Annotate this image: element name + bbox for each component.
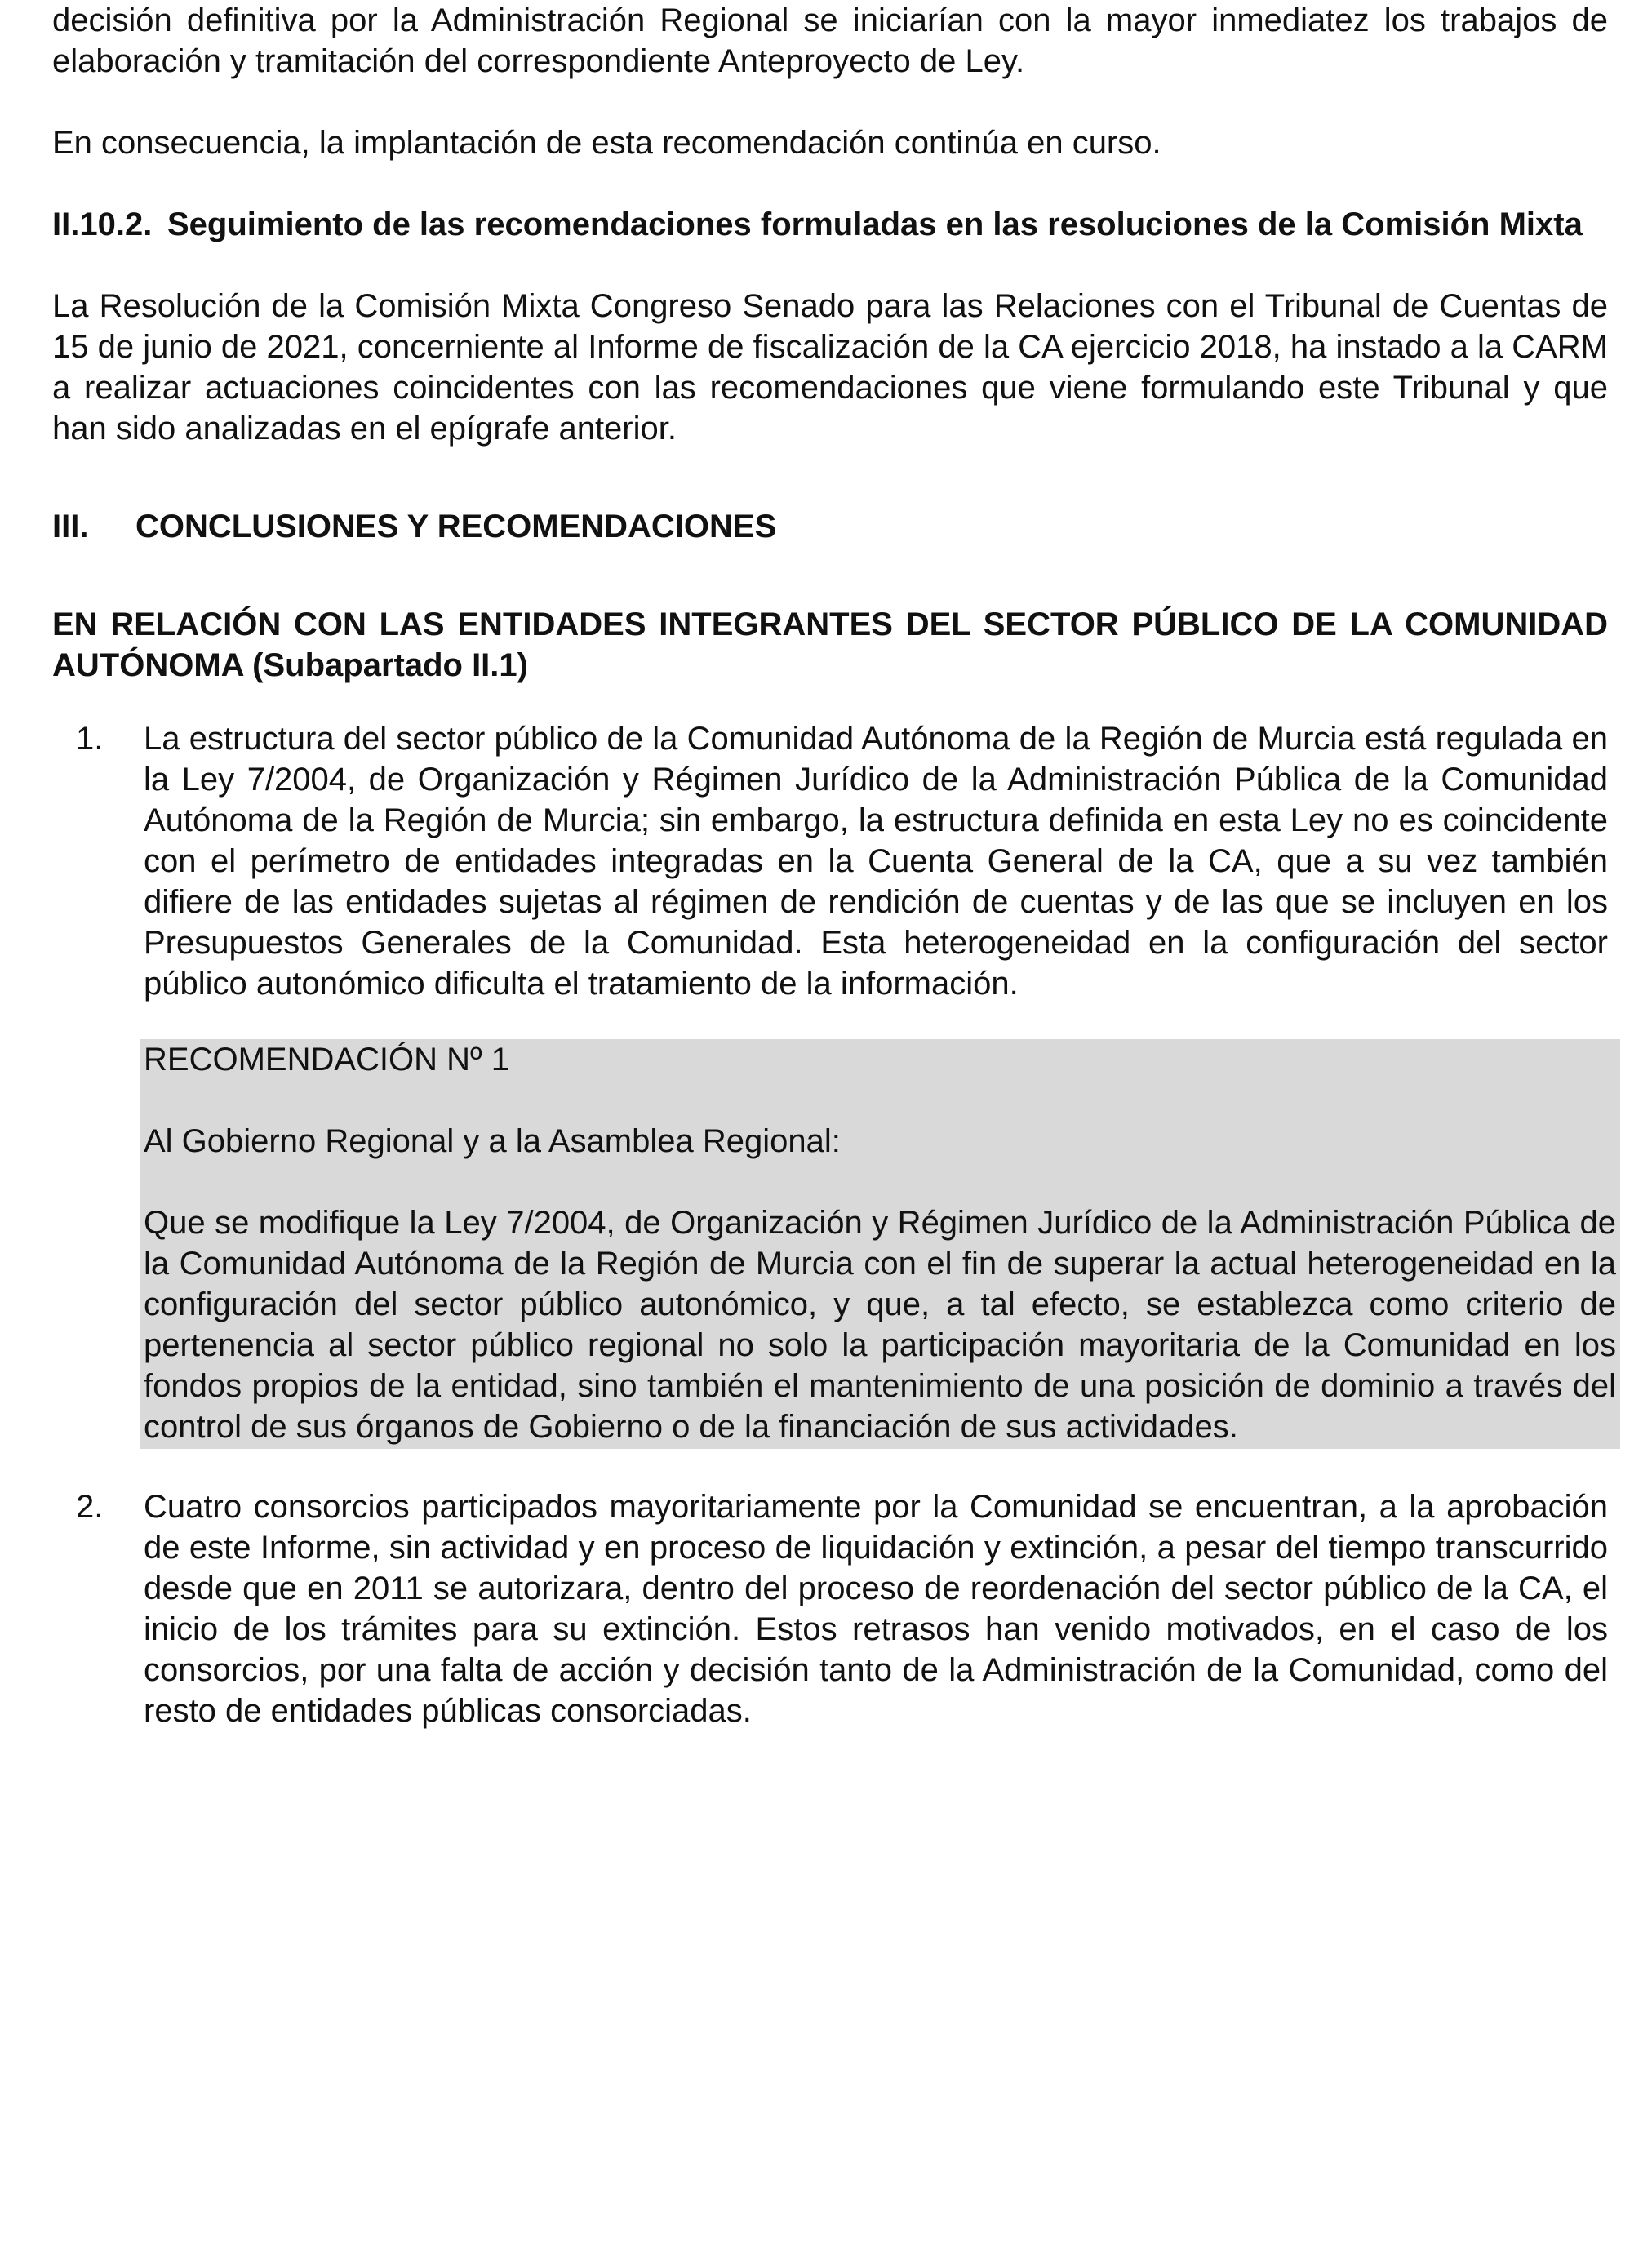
conclusion-text: Cuatro consorcios participados mayoritariamente por la Comunidad se encuentran, a la aprobación de este Informe, sin actividad y en proceso de liquidación y extinción, a pesar del tiempo transcurrido desde que en 2011 se autorizara, dentro del proceso de reordenación del sector público de la CA, el inicio de los trámites para su extinción. Estos retrasos han venido motivados, en el caso de los consorcios, por una falta de acción y decisión tanto de la Administración de la Comunidad, como del resto de entidades públicas consorciadas. xyxy=(144,1489,1608,1729)
intro-paragraph: decisión definitiva por la Administración Regional se iniciarían con la mayor inmediatez los trabajos de elaboración y tramitación del correspondiente Anteproyecto de Ley. xyxy=(52,2,1608,79)
list-marker: 2. xyxy=(76,1489,104,1525)
section-heading-ii-10-2 xyxy=(52,204,1608,245)
section-heading-iii xyxy=(52,506,1608,547)
section-title: Seguimiento de las recomendaciones formuladas en las resoluciones de la Comisión Mixta xyxy=(167,207,1583,242)
conclusion-item-1 xyxy=(52,718,1608,1004)
document-page xyxy=(52,0,1616,1731)
recommendation-box xyxy=(140,1039,1620,1449)
section-number: III. xyxy=(52,509,89,544)
list-marker: 1. xyxy=(76,721,104,757)
subsection-heading: EN RELACIÓN CON LAS ENTIDADES INTEGRANTES DEL SECTOR PÚBLICO DE LA COMUNIDAD AUTÓNOMA (Subapartado II.1) xyxy=(52,606,1608,683)
intro-status-paragraph: En consecuencia, la implantación de esta recomendación continúa en curso. xyxy=(52,125,1161,161)
recommendation-title: RECOMENDACIÓN Nº 1 xyxy=(144,1042,509,1077)
recommendation-text: Que se modifique la Ley 7/2004, de Organización y Régimen Jurídico de la Administración Pública de la Comunidad Autónoma de la Región de Murcia con el fin de superar la actual heterogeneidad en la configuración del sector público autonómico, y que, a tal efecto, se establezca como criterio de pertenencia al sector público regional no solo la participación mayoritaria de la Comunidad en los fondos propios de la entidad, sino también el mantenimiento de una posición de dominio a través del control de sus órganos de Gobierno o de la financiación de sus actividades. xyxy=(144,1205,1616,1445)
section-number: II.10.2. xyxy=(52,207,153,242)
conclusion-text: La estructura del sector público de la Comunidad Autónoma de la Región de Murcia está regulada en la Ley 7/2004, de Organización y Régimen Jurídico de la Administración Pública de la Comunidad Autónoma de la Región de Murcia; sin embargo, la estructura definida en esta Ley no es coincidente con el perímetro de entidades integradas en la Cuenta General de la CA, que a su vez también difiere de las entidades sujetas al régimen de rendición de cuentas y de las que se incluyen en los Presupuestos Generales de la Comunidad. Esta heterogeneidad en la configuración del sector público autonómico dificulta el tratamiento de la información. xyxy=(144,721,1608,1002)
recommendation-addressee: Al Gobierno Regional y a la Asamblea Regional: xyxy=(144,1123,841,1159)
section-body-paragraph: La Resolución de la Comisión Mixta Congreso Senado para las Relaciones con el Tribunal de Cuentas de 15 de junio de 2021, concerniente al Informe de fiscalización de la CA ejercicio 2018, ha instado a la CARM a realizar actuaciones coincidentes con las recomendaciones que viene formulando este Tribunal y que han sido analizadas en el epígrafe anterior. xyxy=(52,288,1608,447)
conclusion-item-2 xyxy=(52,1486,1608,1731)
section-title: CONCLUSIONES Y RECOMENDACIONES xyxy=(135,509,777,544)
